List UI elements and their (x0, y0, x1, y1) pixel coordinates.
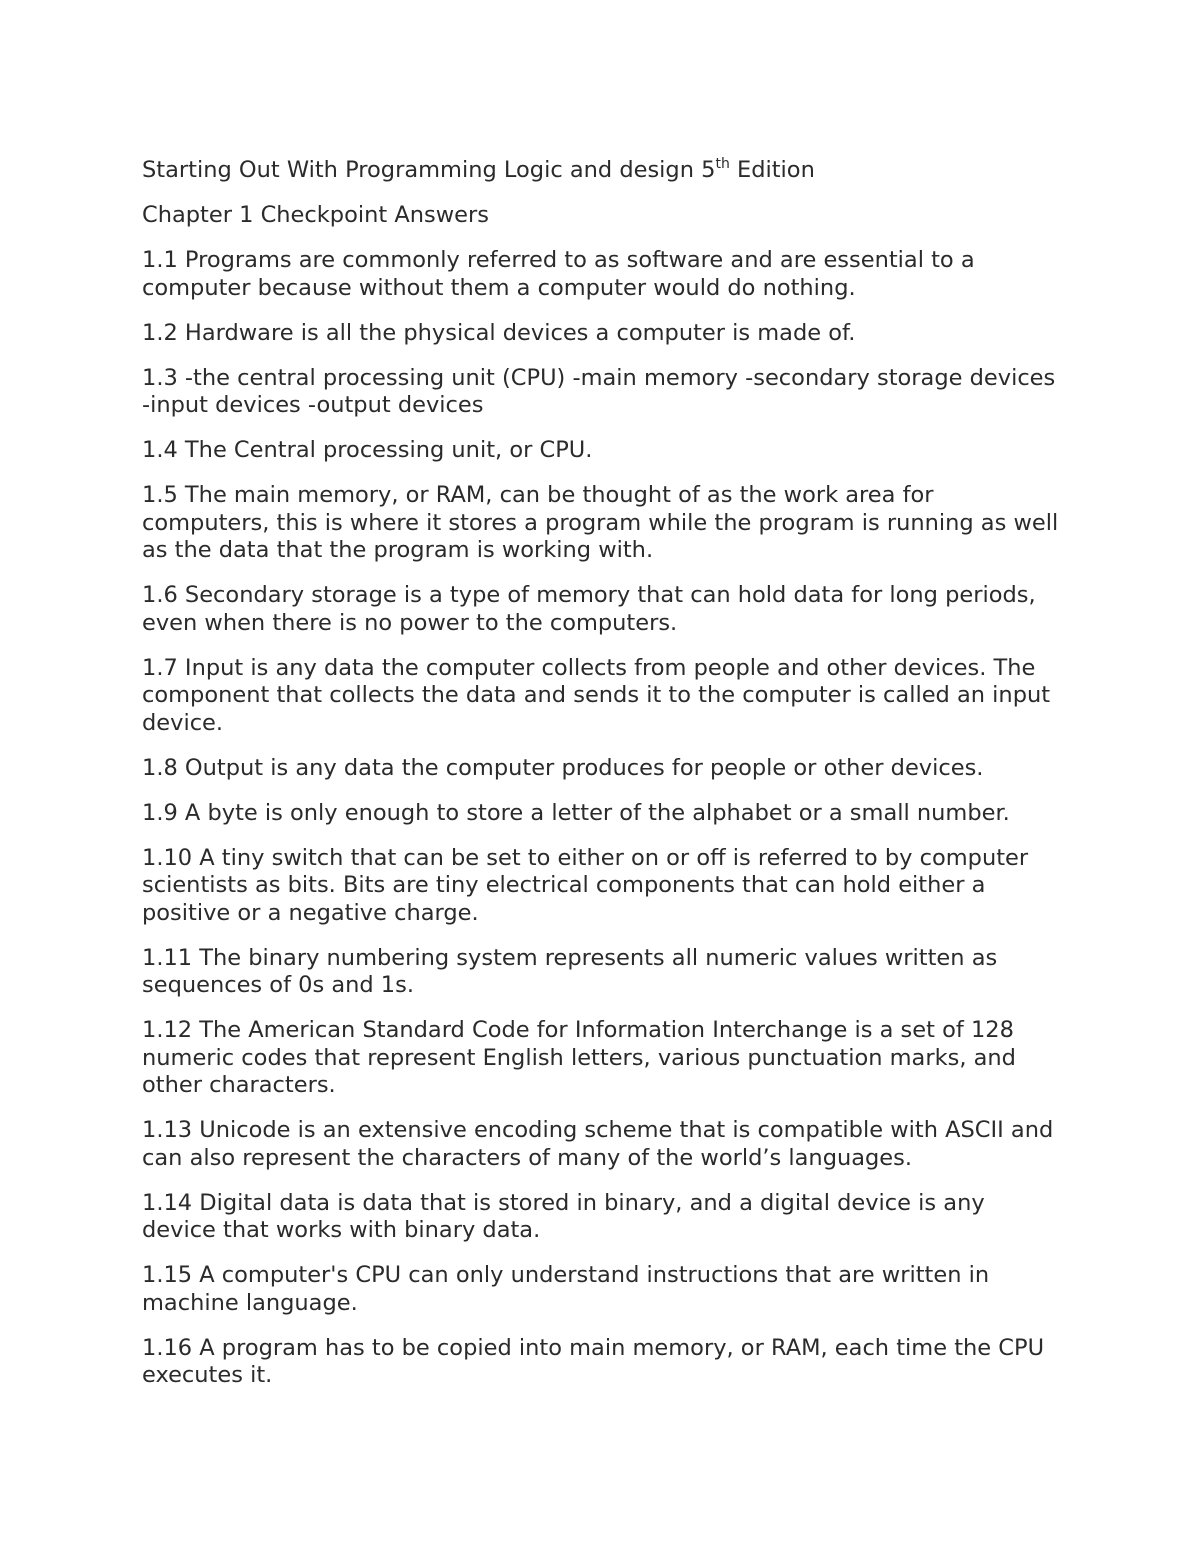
answer-1-11: 1.11 The binary numbering system represents all numeric values written as sequences of 0s and 1s. (142, 944, 998, 998)
answer-1-2: 1.2 Hardware is all the physical devices a computer is made of. (142, 319, 856, 346)
answer-1-12: 1.12 The American Standard Code for Information Interchange is a set of 128 numeric codes that represent English letters, various punctuation marks, and other characters. (142, 1017, 1016, 1098)
answer-1-5: 1.5 The main memory, or RAM, can be thought of as the work area for computers, this is where it stores a program while the program is running as well as the data that the program is working with. (142, 482, 1059, 563)
answer-1-7: 1.7 Input is any data the computer collects from people and other devices. The component that collects the data and sends it to the computer is called an input device. (142, 654, 1051, 736)
answer-1-1: 1.1 Programs are commonly referred to as software and are essential to a computer because without them a computer would do nothing. (142, 247, 975, 301)
document-title (142, 157, 1062, 185)
answer-1-16: 1.16 A program has to be copied into main memory, or RAM, each time the CPU executes it. (142, 1334, 1045, 1388)
title-main: Starting Out With Programming Logic and design 5 (142, 157, 716, 183)
title-superscript: th (715, 156, 730, 172)
answer-1-3: 1.3 -the central processing unit (CPU) -main memory -secondary storage devices -input devices -output devices (142, 364, 1056, 418)
answer-1-4: 1.4 The Central processing unit, or CPU. (142, 437, 593, 463)
answer-1-15: 1.15 A computer's CPU can only understand instructions that are written in machine language. (142, 1262, 990, 1316)
answer-1-13: 1.13 Unicode is an extensive encoding scheme that is compatible with ASCII and can also represent the characters of many of the world’s languages. (142, 1117, 1054, 1171)
answer-1-10: 1.10 A tiny switch that can be set to either on or off is referred to by computer scientists as bits. Bits are tiny electrical components that can hold either a positive or a negative charge. (142, 844, 1029, 926)
answer-1-6: 1.6 Secondary storage is a type of memory that can hold data for long periods, even when there is no power to the computers. (142, 582, 1036, 636)
answer-1-14: 1.14 Digital data is data that is stored in binary, and a digital device is any device that works with binary data. (142, 1189, 985, 1243)
chapter-heading: Chapter 1 Checkpoint Answers (142, 202, 489, 228)
document-body (142, 157, 1062, 1407)
answer-1-8: 1.8 Output is any data the computer produces for people or other devices. (142, 754, 984, 781)
answer-1-9: 1.9 A byte is only enough to store a letter of the alphabet or a small number. (142, 799, 1010, 826)
title-edition: Edition (729, 157, 815, 183)
